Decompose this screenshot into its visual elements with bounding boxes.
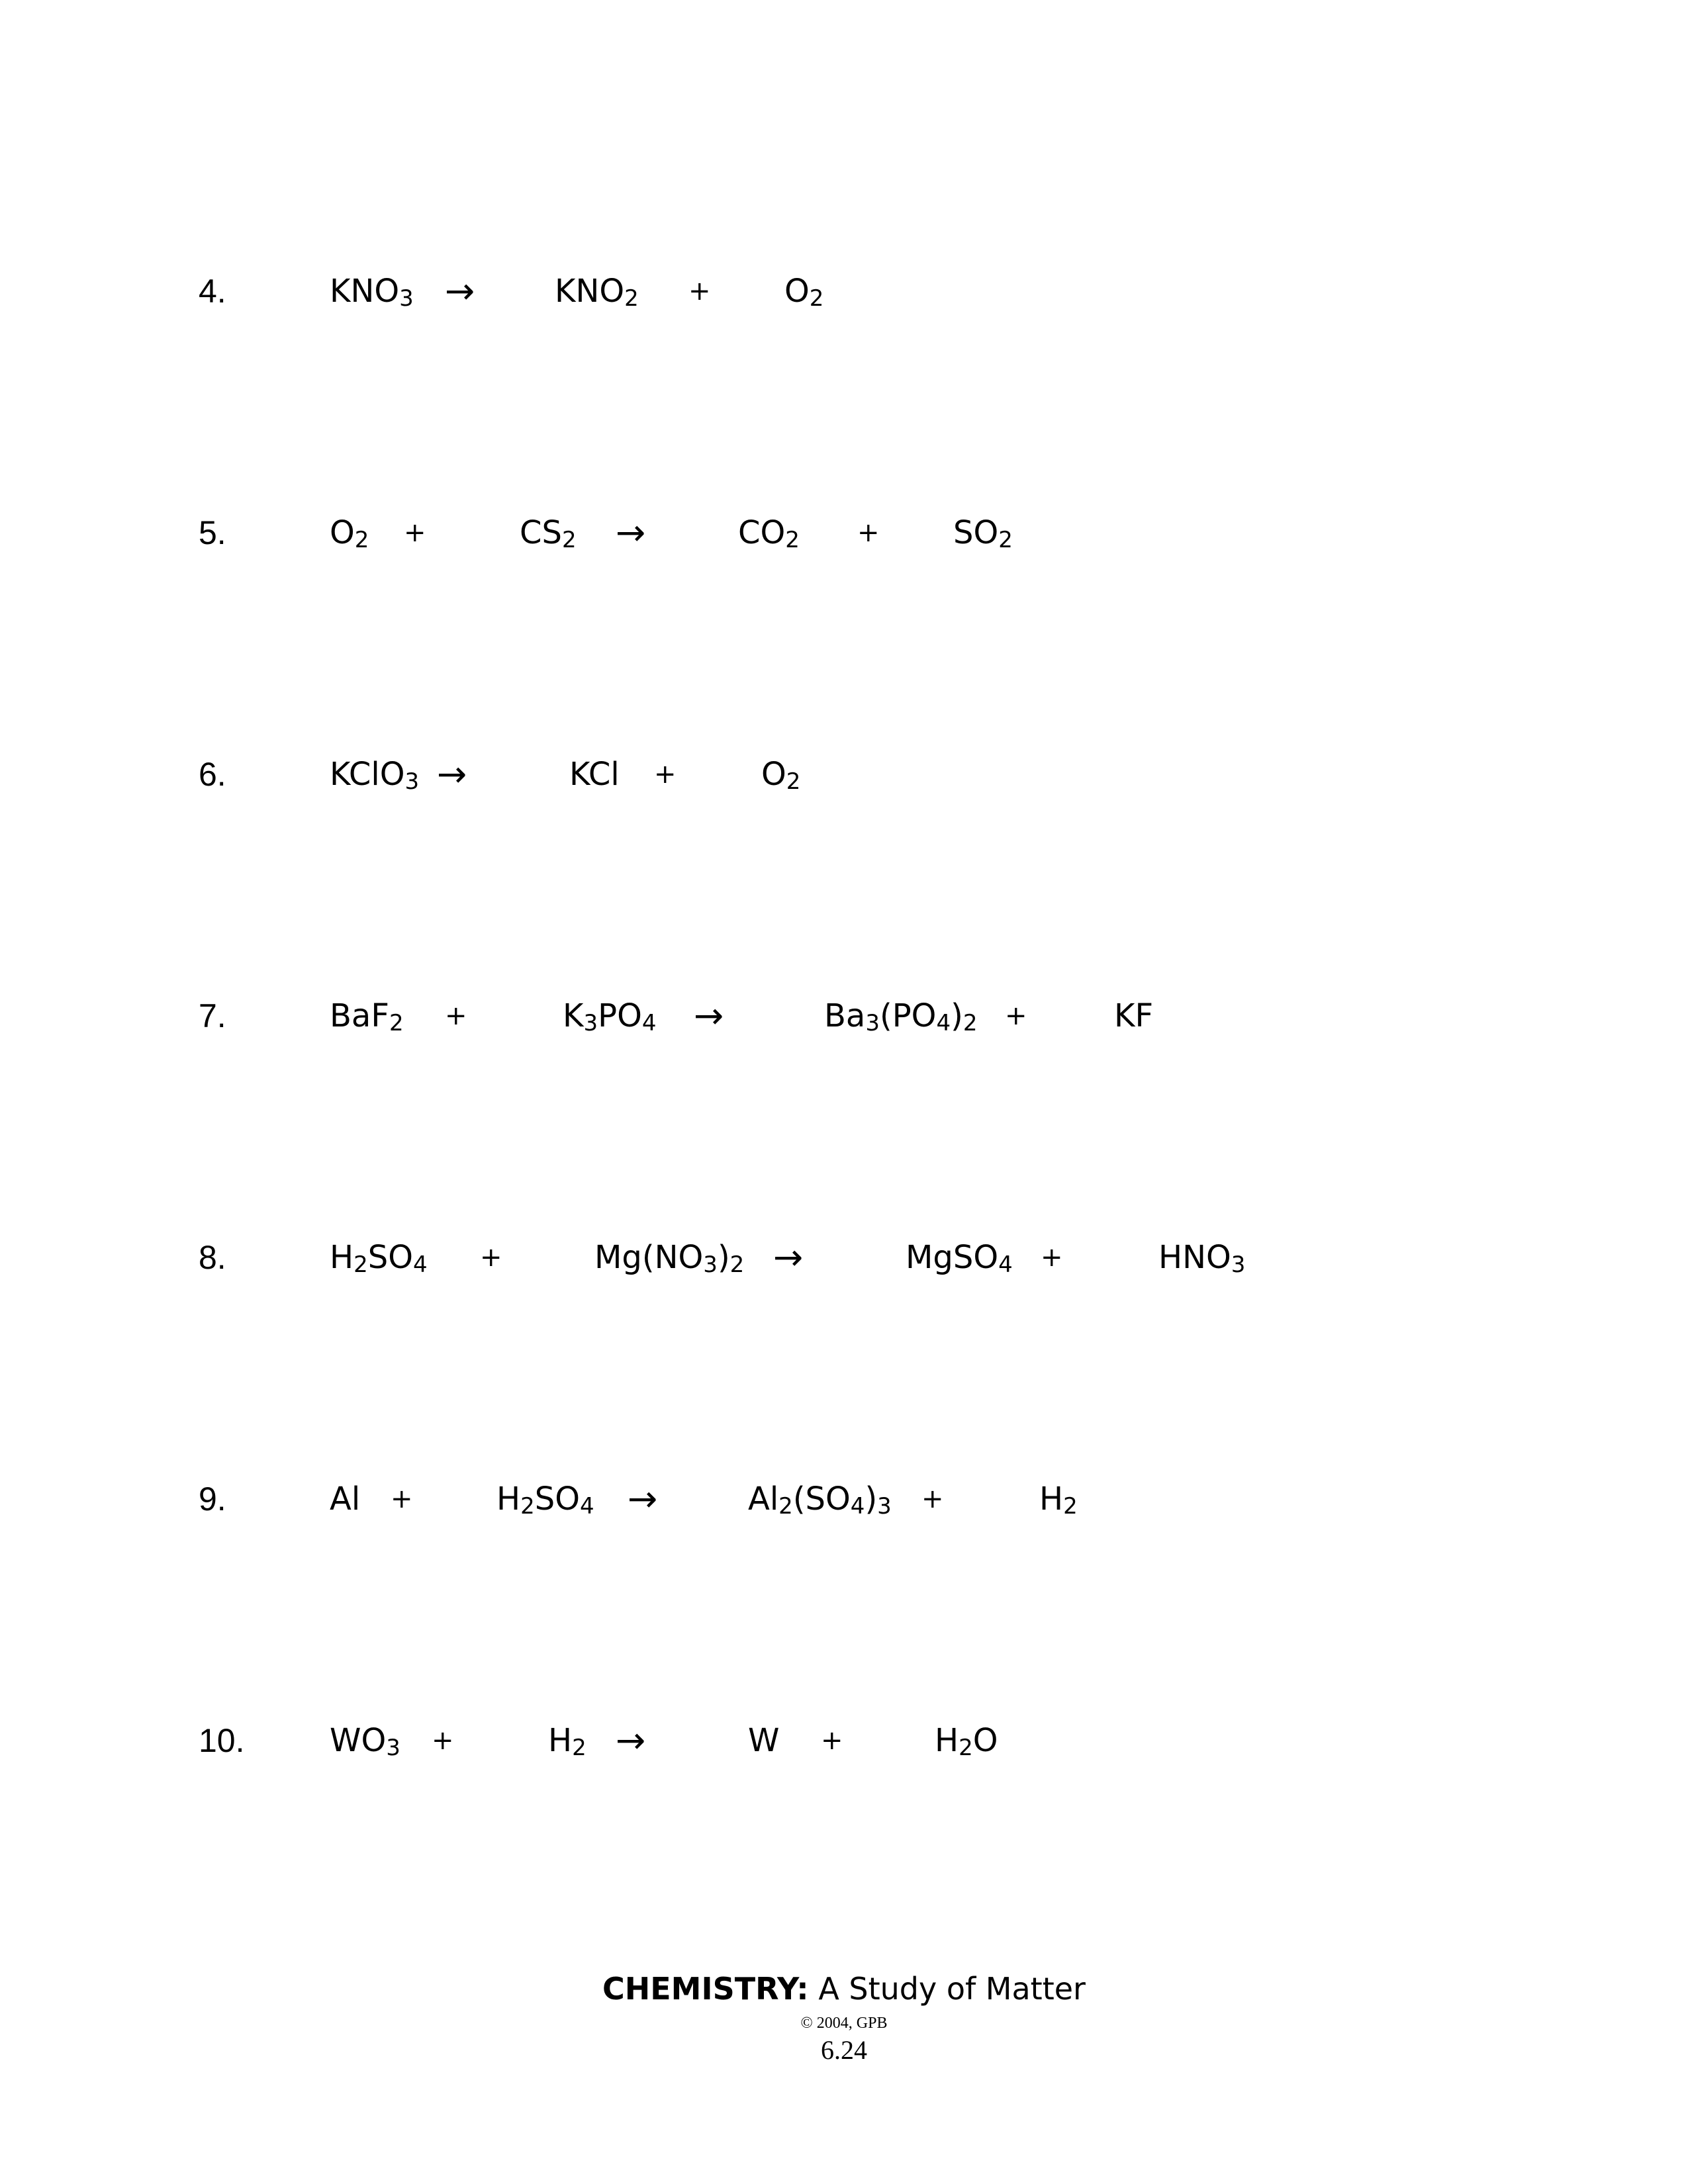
formula-part: ) [951,997,963,1034]
chemical-formula [594,1224,744,1291]
chemical-formula [496,1466,594,1532]
formula-part: KNO [330,273,400,310]
problem-number: 9. [199,1480,226,1518]
book-title-subtitle: A Study of Matter [808,1971,1086,2007]
plus-sign: + [404,518,426,548]
formula-subscript: 2 [624,285,639,312]
chemical-formula [330,1707,400,1774]
chemical-formula [738,500,800,566]
equation-row [0,983,1688,1049]
formula-part: O [761,756,786,793]
formula-part: SO [953,514,999,551]
chemical-formula [330,741,419,807]
chemical-formula [330,1224,428,1291]
formula-part: BaF [330,997,389,1034]
formula-part: Al [330,1480,361,1518]
chemical-formula [748,1707,779,1774]
formula-part: KCl [569,756,620,793]
chemical-formula [548,1707,586,1774]
formula-part: O [972,1722,998,1759]
formula-subscript: 2 [354,527,369,553]
formula-subscript: 3 [865,1010,880,1036]
formula-part: KF [1114,997,1154,1034]
formula-subscript: 2 [959,1735,973,1761]
plus-sign: + [688,276,711,306]
formula-part: H [496,1480,521,1518]
plus-sign: + [445,1001,467,1031]
equation-row [0,741,1688,807]
problem-number: 7. [199,997,226,1034]
page-number: 6.24 [821,2035,867,2065]
formula-part: ) [717,1239,730,1276]
reaction-arrow-icon: → [437,753,467,795]
formula-subscript: 2 [1063,1493,1078,1520]
chemical-formula [1158,1224,1245,1291]
chemical-formula [569,741,620,807]
problem-number: 8. [199,1239,226,1276]
formula-part: H [548,1722,573,1759]
equation-row [0,258,1688,324]
book-title-brand: CHEMISTRY: [602,1971,809,2007]
formula-subscript: 4 [412,1251,428,1278]
problem-number: 5. [199,514,226,551]
plus-sign: + [432,1725,454,1756]
equation-row [0,500,1688,566]
formula-part: (SO [792,1480,851,1518]
formula-part: Al [748,1480,779,1518]
formula-subscript: 4 [936,1010,951,1036]
chemical-formula [555,258,639,324]
formula-part: K [563,997,584,1034]
formula-part: MgSO [906,1239,999,1276]
formula-part: SO [367,1239,413,1276]
book-title [0,1971,1688,2007]
equation-row [0,1224,1688,1291]
chemical-formula [1114,983,1153,1049]
reaction-arrow-icon: → [616,512,646,553]
formula-part: W [748,1722,780,1759]
formula-part: H [330,1239,354,1276]
formula-subscript: 2 [353,1251,368,1278]
formula-subscript: 3 [877,1493,892,1520]
formula-subscript: 2 [778,1493,793,1520]
formula-subscript: 3 [583,1010,598,1036]
chemical-formula [330,983,404,1049]
chemical-formula [748,1466,892,1532]
formula-subscript: 4 [998,1251,1013,1278]
plus-sign: + [480,1242,502,1273]
formula-part: PO [598,997,642,1034]
formula-subscript: 4 [579,1493,594,1520]
problem-number: 4. [199,273,226,310]
formula-subscript: 2 [962,1010,978,1036]
formula-part: SO [534,1480,580,1518]
plus-sign: + [821,1725,843,1756]
formula-subscript: 4 [641,1010,657,1036]
equation-row [0,1466,1688,1532]
chemical-formula [1039,1466,1078,1532]
copyright-notice: © 2004, GPB [800,2015,888,2032]
chemical-formula [330,500,369,566]
formula-part: Ba [824,997,866,1034]
chemical-formula [563,983,657,1049]
formula-part: WO [330,1722,387,1759]
chemical-formula [330,258,414,324]
chemical-formula [906,1224,1013,1291]
plus-sign: + [1005,1001,1027,1031]
formula-part: O [330,514,355,551]
formula-subscript: 2 [785,527,800,553]
formula-subscript: 2 [389,1010,404,1036]
formula-subscript: 3 [386,1735,400,1761]
plus-sign: + [1041,1242,1063,1273]
formula-subscript: 3 [399,285,414,312]
formula-part: Mg(NO [594,1239,704,1276]
chemical-formula [953,500,1013,566]
plus-sign: + [654,759,677,790]
formula-part: CO [738,514,786,551]
equation-row [0,1707,1688,1774]
reaction-arrow-icon: → [694,995,724,1036]
formula-subscript: 4 [850,1493,865,1520]
formula-subscript: 2 [572,1735,586,1761]
formula-subscript: 3 [703,1251,718,1278]
plus-sign: + [921,1484,944,1514]
formula-part: KNO [555,273,625,310]
chemical-formula [520,500,577,566]
formula-part: (PO [879,997,937,1034]
formula-part: CS [520,514,562,551]
formula-part: H [935,1722,959,1759]
formula-subscript: 2 [998,527,1013,553]
plus-sign: + [391,1484,413,1514]
reaction-arrow-icon: → [773,1236,804,1278]
chemical-formula [761,741,800,807]
formula-part: H [1039,1480,1064,1518]
formula-part: ) [865,1480,878,1518]
formula-part: HNO [1158,1239,1231,1276]
formula-subscript: 2 [520,1493,535,1520]
chemical-formula [330,1466,360,1532]
plus-sign: + [857,518,880,548]
problem-number: 10. [199,1722,245,1759]
formula-subscript: 3 [404,768,420,795]
chemical-formula [824,983,977,1049]
chemical-formula [935,1707,998,1774]
reaction-arrow-icon: → [445,270,475,312]
formula-subscript: 2 [809,285,824,312]
chemical-formula [784,258,823,324]
formula-subscript: 2 [786,768,801,795]
formula-subscript: 3 [1231,1251,1246,1278]
formula-part: O [784,273,810,310]
formula-subscript: 2 [729,1251,745,1278]
reaction-arrow-icon: → [628,1478,658,1520]
problem-number: 6. [199,756,226,793]
formula-part: KClO [330,756,405,793]
formula-subscript: 2 [561,527,577,553]
reaction-arrow-icon: → [616,1719,646,1761]
